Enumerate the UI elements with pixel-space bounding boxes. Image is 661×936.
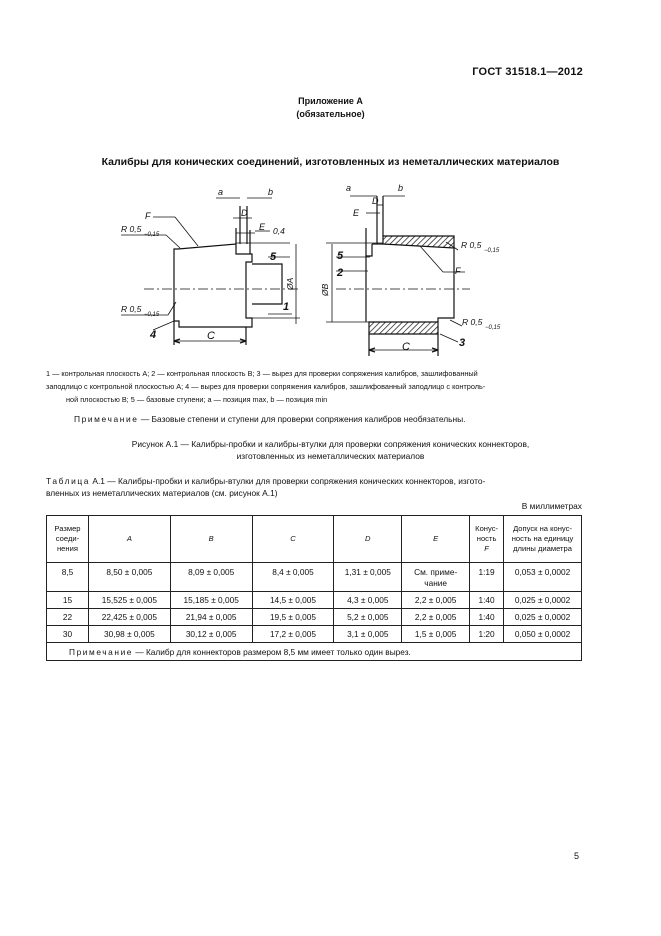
table-row <box>47 592 582 609</box>
cell-a: 30,98 ± 0,005 <box>88 626 170 643</box>
label-5-right: 5 <box>337 250 344 262</box>
legend-line-3: ной плоскостью B; 5 — базовые ступени; a — позиция max, b — позиция min <box>66 395 328 404</box>
header-tolerance: Допуск на конус- ность на единицу длины диаметра <box>504 516 582 563</box>
cell-a: 22,425 ± 0,005 <box>88 609 170 626</box>
note-label: Примечание <box>74 414 139 424</box>
cell-a: 8,50 ± 0,005 <box>88 563 170 592</box>
label-R-top-left-tol: −0,15 <box>144 232 160 238</box>
cell-size: 22 <box>47 609 89 626</box>
label-E-right: E <box>353 208 360 218</box>
header-taper: Конус- ность F <box>470 516 504 563</box>
figure-caption-line-2: изготовленных из неметаллических материалов <box>236 451 425 461</box>
header-size: Размер соеди- нения <box>47 516 89 563</box>
table-caption-line-1: А.1 — Калибры-пробки и калибры-втулки для проверки сопряжения конических коннекторов, изгото- <box>92 476 486 486</box>
table-note-label: Примечание <box>69 646 134 657</box>
label-R-bot-left: R 0,5 <box>121 304 142 314</box>
label-R-bot-left-tol: −0,15 <box>144 312 160 318</box>
cell-taper: 1:40 <box>470 592 504 609</box>
label-b-left: b <box>268 187 274 197</box>
label-C-right: C <box>402 341 410 353</box>
header-D: D <box>334 516 402 563</box>
label-3: 3 <box>459 337 466 349</box>
cell-b: 30,12 ± 0,005 <box>170 626 252 643</box>
table-note-text: — Калибр для коннекторов размером 8,5 мм имеет только один вырез. <box>135 646 411 657</box>
table-note <box>47 643 582 661</box>
page-number: 5 <box>573 851 579 861</box>
label-D-left: D <box>241 208 248 218</box>
label-diameter-B: ØB <box>320 283 330 296</box>
table-note-row <box>47 643 582 661</box>
cell-b: 15,185 ± 0,005 <box>170 592 252 609</box>
cell-taper: 1:19 <box>470 563 504 592</box>
gauge-drawing <box>0 0 661 365</box>
cell-a: 15,525 ± 0,005 <box>88 592 170 609</box>
cell-size: 15 <box>47 592 89 609</box>
table-row <box>47 626 582 643</box>
label-R-top-left: R 0,5 <box>121 224 142 234</box>
label-F-right: F <box>455 266 461 276</box>
label-D-right: D <box>372 196 379 206</box>
label-b-right: b <box>398 183 404 193</box>
label-E-left: E <box>259 222 266 232</box>
cell-c: 19,5 ± 0,005 <box>252 609 334 626</box>
cell-b: 21,94 ± 0,005 <box>170 609 252 626</box>
label-2: 2 <box>337 267 344 279</box>
figure-legend <box>46 367 586 406</box>
cell-e: 1,5 ± 0,005 <box>402 626 470 643</box>
label-5-left: 5 <box>270 251 277 263</box>
cell-c: 17,2 ± 0,005 <box>252 626 334 643</box>
label-R-top-right: R 0,5 <box>461 240 482 250</box>
gauge-table <box>46 515 582 661</box>
label-R-top-right-tol: −0,15 <box>484 248 500 254</box>
cell-d: 1,31 ± 0,005 <box>334 563 402 592</box>
cell-taper: 1:40 <box>470 609 504 626</box>
figure-note <box>74 414 466 424</box>
table-caption-line-2: вленных из неметаллических материалов (см. рисунок А.1) <box>46 488 278 498</box>
header-A: A <box>88 516 170 563</box>
document-number: ГОСТ 31518.1—2012 <box>472 66 583 78</box>
label-R-bot-right-tol: −0,15 <box>485 325 501 331</box>
table-header-row <box>47 516 582 563</box>
table-caption <box>46 475 586 499</box>
label-0-4: 0,4 <box>273 226 285 236</box>
table-row <box>47 563 582 592</box>
appendix-title: Приложение А <box>298 96 363 106</box>
label-C-left: C <box>207 330 215 342</box>
label-a-left: a <box>218 187 224 197</box>
label-F-left: F <box>145 211 151 221</box>
cell-b: 8,09 ± 0,005 <box>170 563 252 592</box>
cell-e: 2,2 ± 0,005 <box>402 609 470 626</box>
label-1: 1 <box>283 301 290 313</box>
cell-e: 2,2 ± 0,005 <box>402 592 470 609</box>
label-diameter-A: ØA <box>285 277 295 290</box>
header-E: E <box>402 516 470 563</box>
appendix-status: (обязательное) <box>296 109 365 119</box>
cell-c: 8,4 ± 0,005 <box>252 563 334 592</box>
section-title: Калибры для конических соединений, изготовленных из неметаллических материалов <box>101 156 560 168</box>
label-a-right: a <box>346 183 352 193</box>
units-label: В миллиметрах <box>521 501 582 511</box>
cell-e: См. приме- чание <box>402 563 470 592</box>
header-B: B <box>170 516 252 563</box>
cell-tolerance: 0,025 ± 0,0002 <box>504 592 582 609</box>
header-C: C <box>252 516 334 563</box>
ring-gauge <box>326 196 470 356</box>
table-caption-label: Таблица <box>46 476 91 486</box>
table-row <box>47 609 582 626</box>
legend-line-1: 1 — контрольная плоскость A; 2 — контрольная плоскость B; 3 — вырез для проверки сопряжения калибров, зашлифованный <box>46 369 478 378</box>
cell-tolerance: 0,053 ± 0,0002 <box>504 563 582 592</box>
cell-d: 5,2 ± 0,005 <box>334 609 402 626</box>
label-4: 4 <box>150 329 157 341</box>
cell-size: 30 <box>47 626 89 643</box>
figure-caption <box>0 438 661 462</box>
cell-d: 4,3 ± 0,005 <box>334 592 402 609</box>
figure-caption-line-1: Рисунок А.1 — Калибры-пробки и калибры-втулки для проверки сопряжения конических коннекторов, <box>131 439 530 449</box>
cell-taper: 1:20 <box>470 626 504 643</box>
label-R-bot-right: R 0,5 <box>462 317 483 327</box>
cell-d: 3,1 ± 0,005 <box>334 626 402 643</box>
legend-line-2: заподлицо с контрольной плоскостью A; 4 — вырез для проверки сопряжения калибров, зашлифованный заподлицо с контроль- <box>46 382 486 391</box>
cell-c: 14,5 ± 0,005 <box>252 592 334 609</box>
cell-tolerance: 0,025 ± 0,0002 <box>504 609 582 626</box>
cell-tolerance: 0,050 ± 0,0002 <box>504 626 582 643</box>
note-text: — Базовые степени и ступени для проверки сопряжения калибров необязательны. <box>140 414 466 424</box>
cell-size: 8,5 <box>47 563 89 592</box>
